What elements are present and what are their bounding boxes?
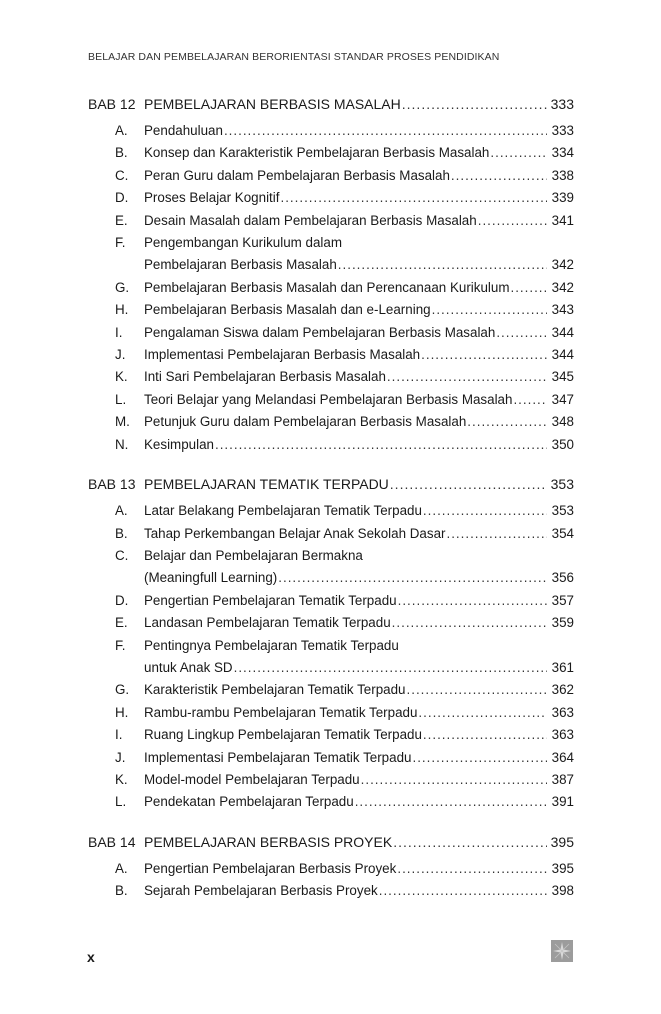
entry-letter: B.	[115, 883, 128, 899]
entry-title: Pendahuluan	[144, 123, 223, 138]
entry-letter: K.	[115, 369, 128, 385]
entry-title: Pentingnya Pembelajaran Tematik Terpadu	[144, 637, 399, 653]
entry-letter: C.	[115, 547, 129, 563]
entry-title: Proses Belajar Kognitif	[144, 190, 280, 206]
chapter-page: 395	[550, 833, 574, 850]
toc-entry[interactable]	[88, 545, 574, 567]
chapter-page: 333	[550, 96, 574, 112]
entry-title: Desain Masalah dalam Pembelajaran Berbasis Masalah	[144, 212, 477, 228]
toc-entry[interactable]	[88, 635, 574, 657]
entry-title: Pendekatan Pembelajaran Terpadu	[144, 794, 354, 810]
toc-entry[interactable]	[88, 165, 574, 187]
toc-chapter-heading[interactable]	[88, 92, 574, 116]
entry-page: 363	[551, 727, 574, 743]
chapter-title: PEMBELAJARAN TEMATIK TERPADU	[144, 476, 389, 493]
entry-letter: H.	[115, 704, 129, 720]
toc-entry[interactable]	[88, 411, 574, 433]
dot-leader	[387, 366, 547, 388]
entry-page: 395	[551, 860, 574, 876]
page-number: x	[87, 949, 95, 965]
entry-letter: E.	[115, 212, 128, 228]
entry-title-continuation: untuk Anak SD	[144, 659, 233, 675]
dot-leader	[467, 411, 547, 433]
entry-title: Tahap Perkembangan Belajar Anak Sekolah Dasar	[144, 525, 446, 541]
entry-letter: D.	[115, 190, 129, 206]
entry-title: Pengertian Pembelajaran Tematik Terpadu	[144, 592, 397, 608]
entry-title: Petunjuk Guru dalam Pembelajaran Berbasis Masalah	[144, 414, 467, 430]
entry-title-continuation: Pembelajaran Berbasis Masalah	[144, 257, 337, 273]
toc-entry[interactable]	[88, 277, 574, 299]
toc-entry[interactable]	[88, 880, 574, 902]
toc-chapter-heading[interactable]	[88, 472, 574, 496]
toc-entry[interactable]	[88, 299, 574, 321]
dot-leader	[510, 277, 547, 299]
toc-entry[interactable]	[88, 500, 574, 522]
entry-letter: D.	[115, 592, 129, 608]
entry-title: Kesimpulan	[144, 436, 214, 452]
entry-letter: L.	[115, 391, 127, 407]
entry-page: 334	[551, 145, 574, 161]
dot-leader	[451, 165, 547, 187]
toc-entry[interactable]	[88, 120, 574, 142]
entry-page: 333	[551, 123, 574, 138]
toc-chapter	[88, 830, 574, 903]
entry-title: Implementasi Pembelajaran Berbasis Masalah	[144, 347, 421, 363]
dot-leader	[390, 472, 547, 496]
dot-leader	[280, 187, 547, 209]
entry-letter: I.	[115, 324, 123, 340]
entry-title: Pengembangan Kurikulum dalam	[144, 235, 343, 251]
dot-leader	[392, 612, 547, 634]
dot-leader	[407, 679, 548, 701]
entry-letter: J.	[115, 749, 126, 765]
toc-entry-continuation[interactable]	[88, 657, 574, 679]
chapter-title: PEMBELAJARAN BERBASIS PROYEK	[144, 833, 393, 850]
toc-entry[interactable]	[88, 344, 574, 366]
toc-entry[interactable]	[88, 858, 574, 880]
running-header: BELAJAR DAN PEMBELAJARAN BERORIENTASI STANDAR PROSES PENDIDIKAN	[88, 51, 500, 63]
entry-page: 348	[551, 414, 574, 430]
entry-letter: K.	[115, 771, 128, 787]
dot-leader	[496, 322, 547, 344]
entry-title: Pembelajaran Berbasis Masalah dan e-Learning	[144, 302, 431, 318]
dot-leader	[432, 299, 547, 321]
entry-letter: M.	[115, 414, 130, 430]
toc-entry[interactable]	[88, 232, 574, 254]
entry-page: 398	[551, 883, 574, 899]
entry-page: 361	[551, 659, 574, 675]
toc-entry[interactable]	[88, 612, 574, 634]
entry-letter: B.	[115, 525, 128, 541]
entry-title: Inti Sari Pembelajaran Berbasis Masalah	[144, 369, 386, 385]
entry-title: Landasan Pembelajaran Tematik Terpadu	[144, 615, 391, 631]
entry-page: 362	[551, 682, 574, 698]
entry-title: Teori Belajar yang Melandasi Pembelajaran Berbasis Masalah	[144, 391, 513, 407]
toc-entry[interactable]	[88, 724, 574, 746]
entry-page: 343	[551, 302, 574, 318]
dot-leader	[446, 523, 547, 545]
toc-entry[interactable]	[88, 702, 574, 724]
entry-title: Pengalaman Siswa dalam Pembelajaran Berbasis Masalah	[144, 324, 496, 340]
entry-letter: G.	[115, 279, 130, 295]
entry-page: 364	[551, 749, 574, 765]
toc-entry[interactable]	[88, 366, 574, 388]
entry-title: Pembelajaran Berbasis Masalah dan Perencanaan Kurikulum	[144, 279, 510, 295]
entry-title: Ruang Lingkup Pembelajaran Tematik Terpadu	[144, 727, 422, 743]
entry-page: 350	[551, 436, 574, 452]
dot-leader	[379, 880, 547, 902]
entry-page: 363	[551, 704, 574, 720]
entry-page: 345	[551, 369, 574, 385]
toc-entry[interactable]	[88, 590, 574, 612]
toc-entry[interactable]	[88, 791, 574, 813]
entry-letter: C.	[115, 167, 129, 183]
entry-letter: J.	[115, 347, 126, 363]
entry-letter: G.	[115, 682, 130, 698]
entry-letter: F.	[115, 235, 126, 251]
entry-letter: A.	[115, 860, 128, 876]
toc-entry[interactable]	[88, 523, 574, 545]
chapter-label: BAB 13	[88, 476, 136, 493]
dot-leader	[418, 702, 547, 724]
entry-page: 342	[551, 257, 574, 273]
toc-chapter	[88, 92, 574, 456]
entry-letter: L.	[115, 794, 127, 810]
toc-entry-continuation[interactable]	[88, 567, 574, 589]
entry-letter: I.	[115, 727, 123, 743]
dot-leader	[513, 389, 547, 411]
entry-page: 387	[551, 771, 574, 787]
dot-leader	[423, 500, 547, 522]
entry-page: 357	[551, 592, 574, 608]
toc-entry[interactable]	[88, 679, 574, 701]
dot-leader	[490, 142, 547, 164]
entry-title: Rambu-rambu Pembelajaran Tematik Terpadu	[144, 704, 418, 720]
toc-entry[interactable]	[88, 747, 574, 769]
entry-page: 339	[551, 190, 574, 206]
dot-leader	[393, 830, 547, 854]
table-of-contents	[88, 92, 574, 919]
toc-entry[interactable]	[88, 187, 574, 209]
dot-leader	[278, 567, 547, 589]
entry-letter: A.	[115, 123, 128, 138]
entry-letter: E.	[115, 615, 128, 631]
entry-page: 344	[551, 347, 574, 363]
dot-leader	[215, 434, 547, 456]
entry-page: 391	[551, 794, 574, 810]
toc-entry-continuation[interactable]	[88, 254, 574, 276]
toc-entry[interactable]	[88, 389, 574, 411]
entry-page: 338	[551, 167, 574, 183]
entry-page: 342	[551, 279, 574, 295]
entry-title: Sejarah Pembelajaran Berbasis Proyek	[144, 883, 378, 899]
chapter-title: PEMBELAJARAN BERBASIS MASALAH	[144, 96, 401, 112]
entry-title-continuation: (Meaningfull Learning)	[144, 570, 278, 586]
dot-leader	[478, 210, 547, 232]
entry-page: 359	[551, 615, 574, 631]
chapter-label: BAB 14	[88, 833, 136, 850]
entry-page: 356	[551, 570, 574, 586]
toc-entry[interactable]	[88, 210, 574, 232]
dot-leader	[421, 344, 547, 366]
page-corner-ornament-icon	[551, 940, 573, 962]
entry-title: Karakteristik Pembelajaran Tematik Terpadu	[144, 682, 406, 698]
toc-chapter	[88, 472, 574, 814]
entry-page: 344	[551, 324, 574, 340]
entry-letter: H.	[115, 302, 129, 318]
dot-leader	[398, 590, 547, 612]
entry-title: Model-model Pembelajaran Terpadu	[144, 771, 360, 787]
dot-leader	[423, 724, 547, 746]
entry-title: Konsep dan Karakteristik Pembelajaran Berbasis Masalah	[144, 145, 490, 161]
toc-chapter-heading[interactable]	[88, 830, 574, 854]
chapter-label: BAB 12	[88, 96, 136, 112]
entry-page: 347	[551, 391, 574, 407]
entry-letter: F.	[115, 637, 126, 653]
toc-entry[interactable]	[88, 322, 574, 344]
entry-title: Implementasi Pembelajaran Tematik Terpadu	[144, 749, 412, 765]
entry-title: Peran Guru dalam Pembelajaran Berbasis Masalah	[144, 167, 450, 183]
chapter-page: 353	[550, 476, 574, 493]
entry-page: 354	[551, 525, 574, 541]
dot-leader	[412, 747, 547, 769]
entry-page: 353	[551, 503, 574, 519]
dot-leader	[234, 657, 547, 679]
entry-letter: A.	[115, 503, 128, 519]
entry-letter: N.	[115, 436, 129, 452]
entry-page: 341	[551, 212, 574, 228]
dot-leader	[397, 858, 547, 880]
entry-title: Pengertian Pembelajaran Berbasis Proyek	[144, 860, 397, 876]
dot-leader	[338, 254, 547, 276]
dot-leader	[402, 92, 547, 116]
entry-title: Latar Belakang Pembelajaran Tematik Terpadu	[144, 503, 422, 519]
dot-leader	[355, 791, 547, 813]
entry-letter: B.	[115, 145, 128, 161]
toc-entry[interactable]	[88, 434, 574, 456]
dot-leader	[224, 120, 547, 142]
dot-leader	[361, 769, 547, 791]
entry-title: Belajar dan Pembelajaran Bermakna	[144, 547, 363, 563]
toc-entry[interactable]	[88, 142, 574, 164]
toc-entry[interactable]	[88, 769, 574, 791]
